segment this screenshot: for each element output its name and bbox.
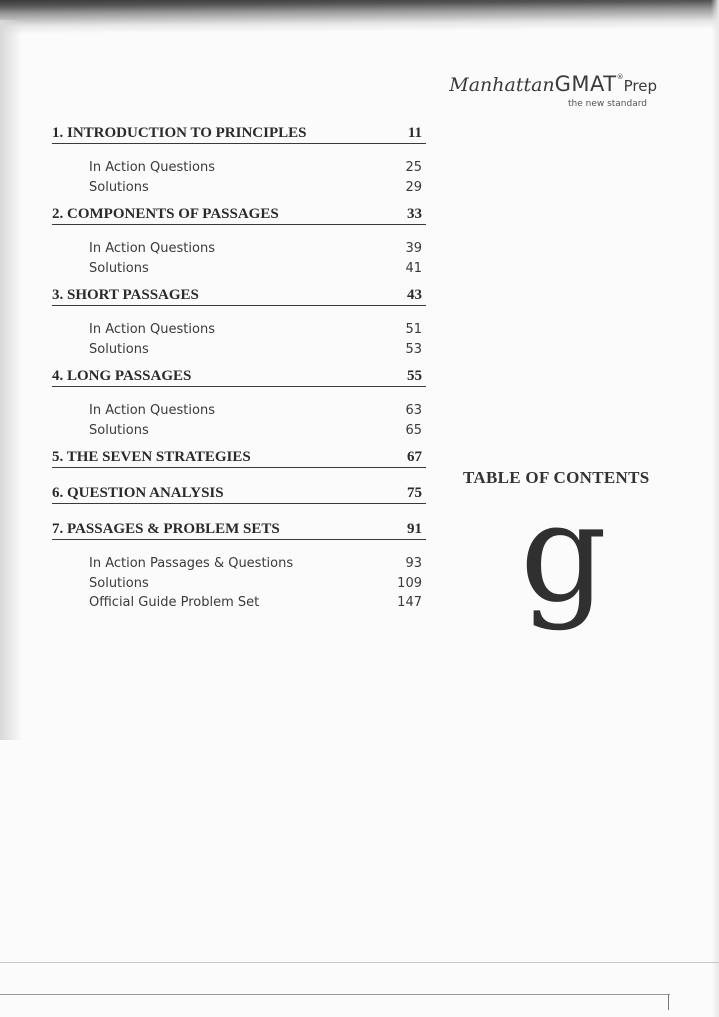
subsection-title: In Action Passages & Questions [89,556,294,572]
subsection-page: 93 [405,556,422,572]
toc-spacer [52,504,426,520]
brand-name-main: GMAT [554,72,617,96]
subsection-page: 53 [405,341,422,357]
chapter-page: 11 [407,125,422,141]
toc-chapter[interactable] [52,448,426,468]
subsection-title: Solutions [89,422,149,438]
toc-subsection[interactable] [89,554,426,574]
chapter-page: 33 [407,206,422,222]
subsection-title: In Action Questions [89,241,215,257]
toc-subsection[interactable] [89,574,426,594]
subsection-page: 25 [405,160,422,176]
toc-subsection[interactable] [89,340,426,360]
toc-subsection[interactable] [89,421,426,441]
subsection-page: 109 [397,575,422,591]
toc-subsection[interactable] [89,158,426,178]
toc-chapter[interactable] [52,484,426,504]
subsection-page: 39 [405,241,422,257]
toc-subsection-list [52,306,426,367]
chapter-page: 75 [407,485,422,501]
subsection-page: 147 [397,595,422,611]
brand-tagline: the new standard [567,99,647,109]
subsection-title: Solutions [89,260,149,276]
subsection-page: 29 [405,179,422,195]
chapter-page: 91 [407,521,422,537]
toc-chapter[interactable] [52,124,426,144]
subsection-title: Solutions [89,575,149,591]
subsection-page: 51 [405,322,422,338]
subsection-page: 41 [405,260,422,276]
chapter-title: 3. SHORT PASSAGES [52,287,199,303]
subsection-title: In Action Questions [89,160,215,176]
toc-chapter[interactable] [52,286,426,306]
brand-name-script: Manhattan [449,74,555,96]
subsection-title: In Action Questions [89,322,215,338]
toc-subsection-list [52,540,426,621]
chapter-title: 1. INTRODUCTION TO PRINCIPLES [52,125,307,141]
subsection-title: Solutions [89,341,149,357]
page-bottom-line [0,962,719,963]
chapter-page: 43 [407,287,422,303]
section-title: TABLE OF CONTENTS [463,468,650,487]
subsection-title: In Action Questions [89,403,215,419]
toc-subsection[interactable] [89,401,426,421]
scan-left-shadow [0,20,22,740]
chapter-title: 5. THE SEVEN STRATEGIES [52,449,251,465]
subsection-page: 65 [405,422,422,438]
guide-emblem-letter: g [520,475,608,633]
toc-subsection-list [52,225,426,286]
toc-chapter[interactable] [52,520,426,540]
chapter-title: 4. LONG PASSAGES [52,368,192,384]
brand-logo [449,74,657,109]
toc-subsection[interactable] [89,259,426,279]
chapter-page: 55 [407,368,422,384]
page-fold-tick [668,994,669,1010]
toc-subsection[interactable] [89,178,426,198]
chapter-title: 6. QUESTION ANALYSIS [52,485,224,501]
toc-subsection[interactable] [89,320,426,340]
subsection-page: 63 [405,403,422,419]
page-fold-line [0,994,670,995]
toc-subsection-list [52,144,426,205]
toc-chapter[interactable] [52,367,426,387]
toc-subsection[interactable] [89,593,426,613]
table-of-contents [52,124,426,621]
scan-top-shadow [0,0,719,34]
subsection-title: Official Guide Problem Set [89,595,260,611]
chapter-page: 67 [407,449,422,465]
toc-chapter[interactable] [52,205,426,225]
toc-subsection[interactable] [89,239,426,259]
toc-subsection-list [52,387,426,448]
brand-registered-mark: ® [616,73,624,81]
chapter-title: 7. PASSAGES & PROBLEM SETS [52,521,280,537]
toc-spacer [52,468,426,484]
scan-right-edge [711,0,719,1017]
brand-name-suffix: Prep [623,77,657,95]
subsection-title: Solutions [89,179,149,195]
chapter-title: 2. COMPONENTS OF PASSAGES [52,206,279,222]
